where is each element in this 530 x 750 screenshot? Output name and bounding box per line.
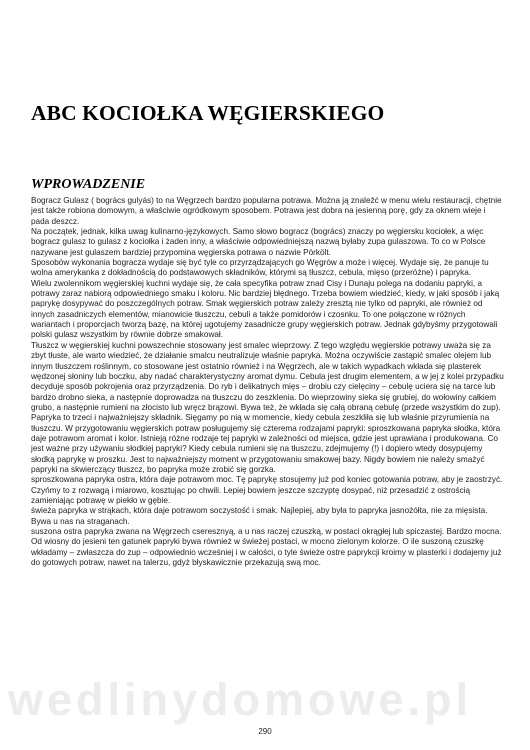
paragraph: Papryka to trzeci i najważniejszy składnik. Sięgamy po nią w momencie, kiedy cebula zeszkliła się lub właśnie przyrumienia na tłuszczu. W przygotowaniu węgierskich potraw posługujemy się czterema rodzajami papryki: sproszkowana papryka słodka, która daje potrawom aromat i kolor. Istnieją różne rodzaje tej papryki w zależności od miejsca, gdzie jest uprawiana i produkowana. Co jest ważne przy używaniu słodkiej papryki? Kiedy cebula rumieni się na tłuszczu, zdejmujemy (!) i dopiero wtedy dosypujemy słodką paprykę w proszku. Jest to najważniejszy moment w przygotowaniu smakowej bazy. Nigdy bowiem nie należy smażyć papryki na skwierczący tłuszcz, bo papryka może zrobić się gorzka. xyxy=(31,413,501,474)
section-heading: WPROWADZENIE xyxy=(31,177,146,192)
paragraph: suszona ostra papryka zwana na Węgrzech cseresznyą, a u nas raczej czuszką, w postaci okrągłej lub spiczastej. Bardzo mocna. Od wiosny do jesieni ten gatunek papryki bywa również w świeżej postaci, w mocno zielonym kolorze. O ile suszoną czuszkę wkładamy – zwłaszcza do zup – odpowiednio wcześniej i w całości, o tyle świeże ostre paprykcji kroimy w plasterki i dodajemy już do gotowych potraw, nawet na talerzu, gdyż błyskawicznie przekazują swą moc. xyxy=(31,527,502,568)
paragraph: Tłuszcz w węgierskiej kuchni powszechnie stosowany jest smalec wieprzowy. Z tego względu węgierskie potrawy uważa się za zbyt tłuste, ale warto wiedzieć, że działanie smalcu neutralizuje właśnie papryka. Można oczywiście zastąpić smalec olejem lub innym tłuszczem roślinnym, co stosowane jest ostatnio również i na Węgrzech, ale w takich wypadkach wkłada się plasterek wędzonej słoniny lub boczku, aby nadać charakterystyczny aromat dymu. Cebula jest drugim elementem, a w jej z kolei przypadku decyduje sposób pokrojenia oraz przyrządzenia. Do ryb i delikatnych mięs – drobiu czy cielęciny – cebulę uciera się na tarce lub bardzo drobno sieka, a następnie doprowadza na tłuszczu do zeszklenia. Do wieprzowiny sieka się grubiej, do wołowiny całkiem grubo, a następnie rumieni na złocisto lub wręcz brązowi. Bywa też, że wkłada się całą obraną cebulę (przede wszystkim do zup). xyxy=(31,340,504,412)
paragraph: Wielu zwolennikom węgierskiej kuchni wydaje się, że cała specyfika potraw znad Cisy i Dunaju polega na dodaniu papryki, a potrawy zaraz nabiorą odpowiedniego smaku i koloru. Nic bardziej błędnego. Trzeba bowiem wiedzieć, kiedy, w jaki sposób i jaką paprykę dosypywać do poszczególnych potraw. Smak węgierskich potraw zależy zresztą nie tylko od papryki, ale również od innych zasadniczych elementów, mianowicie tłuszczu, cebuli a także pomidorów i czosnku. To one połączone w różnych wariantach i proporcjach tworzą bazę, na której ugotujemy zasadnicze grupy węgierskich potraw. Jednak gdybyśmy przygotowali polski gulasz wszystkim by równie dobrze smakował. xyxy=(31,278,500,340)
paragraph: Na początek, jednak, kilka uwag kulinarno-językowych. Samo słowo bogracz (bogrács) znaczy po węgiersku kociołek, a więc bogracz gulasz to gulasz z kociołka i żaden inny, a właściwie odpowiedniejszą nazwą byłaby zupa gulaszowa. To co w Polsce nazywane jest gulaszem bardziej przypomina węgierska potrawa o nazwie Pörkölt. xyxy=(31,227,486,257)
paragraph: świeża papryka w strąkach, która daje potrawom soczystość i smak. Najlepiej, aby była to papryka jasnożółta, nie za mięsista. Bywa u nas na straganach. xyxy=(31,506,488,526)
page-title: ABC KOCIOŁKA WĘGIERSKIEGO xyxy=(31,101,385,125)
paragraph: Sposobów wykonania bogracza wydaje się być tyle co przyrządzających go Węgrów a może i więcej. Wydaje się, że panuje tu wolna amerykanka z dokładnością do podstawowych składników, którymi są tłuszcz, cebula, mięso (przeróżne) i papryka. xyxy=(31,258,489,278)
paragraph: sproszkowana papryka ostra, która daje potrawom moc. Tę paprykę stosujemy już pod koniec gotowania potraw, aby je zaostrzyć. Czyńmy to z rozwagą i miarowo, kosztując po chwili. Lepiej bowiem jeszcze szczyptę dosypać, niż przesadzić z ostrością zamieniając potrawę w piekło w gębie. xyxy=(31,475,503,505)
watermark: wedlinydomowe.pl xyxy=(8,674,473,725)
paragraph: Bogracz Gulasz ( bogrács gulyás) to na Węgrzech bardzo popularna potrawa. Można ją znaleźć w menu wielu restauracji, chętnie jest także robiona domowym, a właściwie ogródkowym sposobem. Potrawa jest dobra na jesienną porę, gdy za oknem wieje i pada deszcz. xyxy=(31,196,502,226)
body-text xyxy=(31,196,506,568)
page-number: 290 xyxy=(258,727,272,736)
